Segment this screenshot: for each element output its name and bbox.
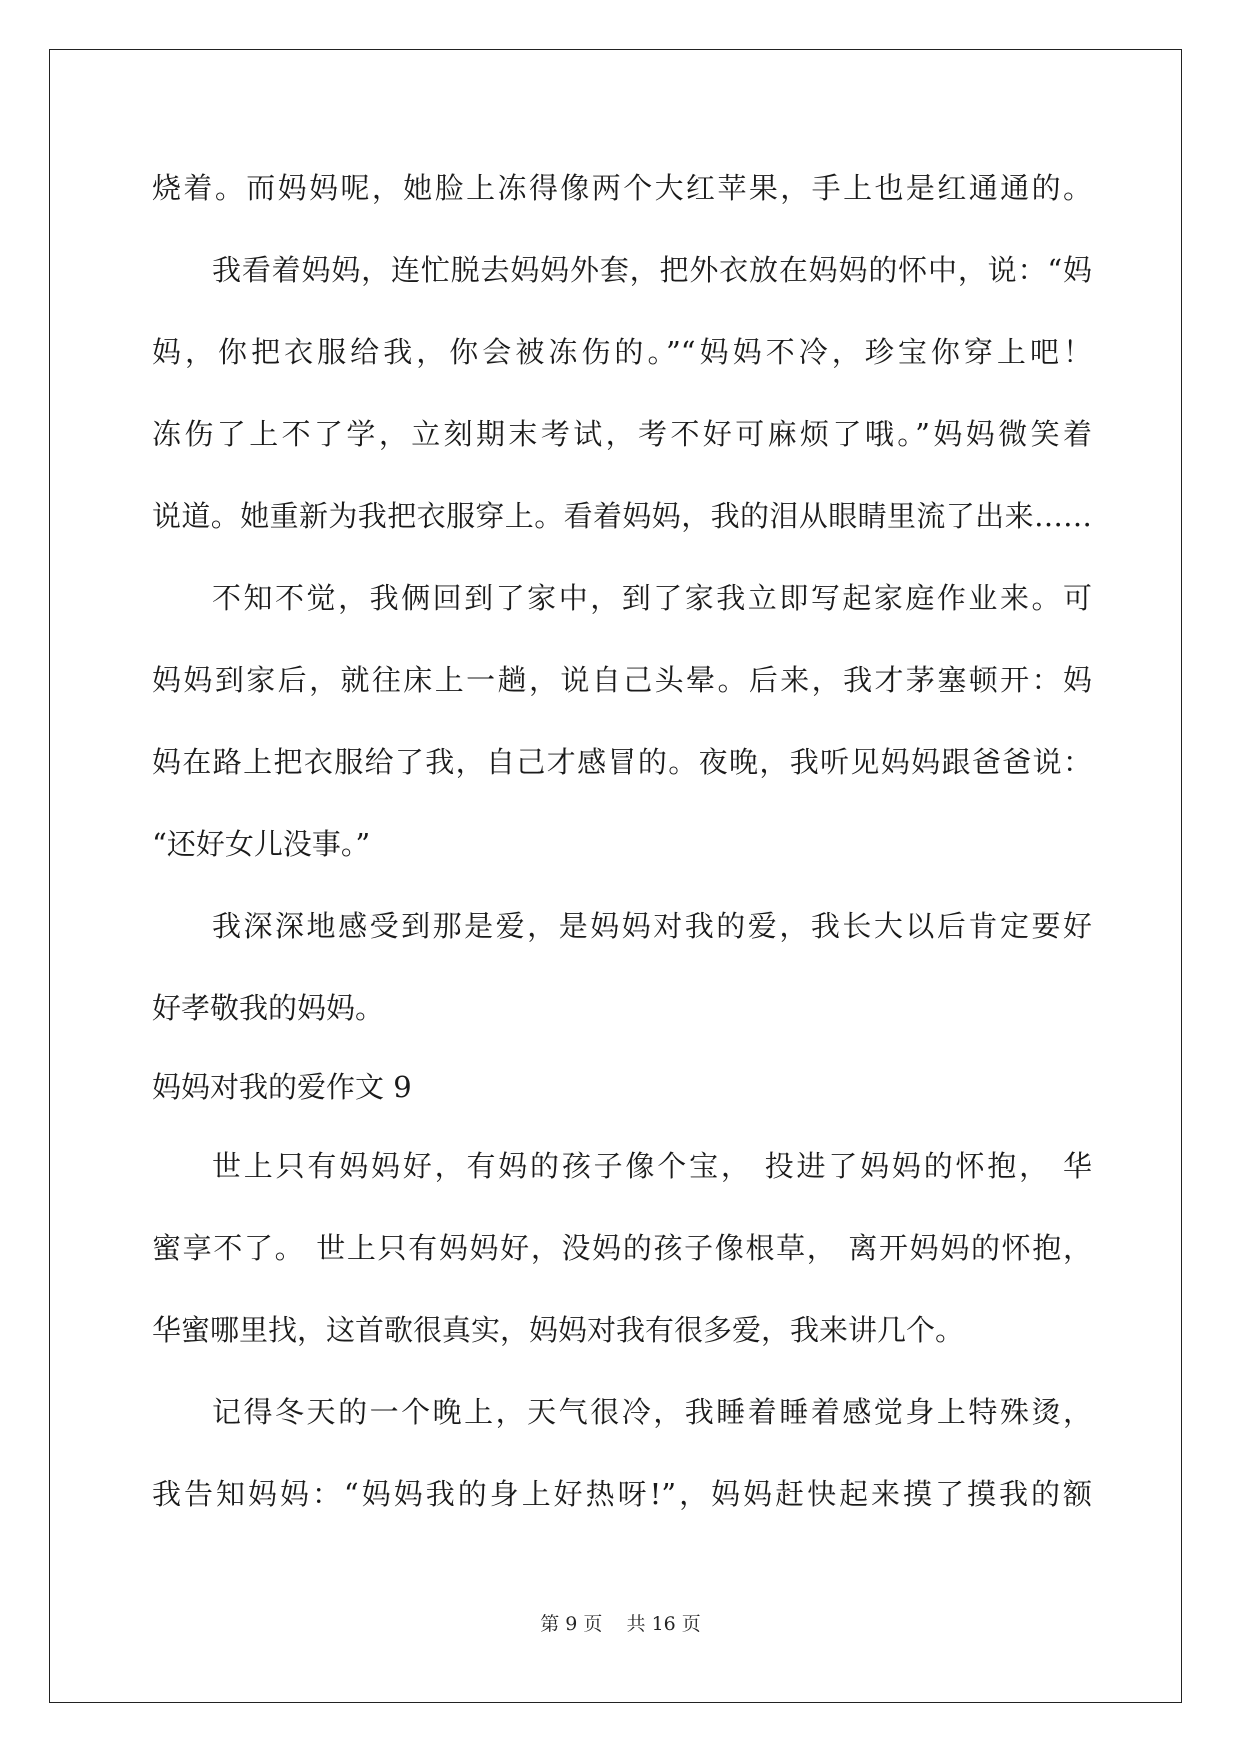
text-line-14: 蜜享不了。 世上只有妈妈好，没妈的孩子像根草， 离开妈妈的怀抱， xyxy=(152,1231,1092,1265)
text-line-2: 我看着妈妈，连忙脱去妈妈外套，把外衣放在妈妈的怀中，说：“妈 xyxy=(212,253,1092,287)
text-line-10: 我深深地感受到那是爱，是妈妈对我的爱，我长大以后肯定要好 xyxy=(212,909,1092,943)
text-line-4: 冻伤了上不了学，立刻期末考试，考不好可麻烦了哦。”妈妈微笑着 xyxy=(152,417,1092,451)
page-number: 第 9 页 xyxy=(540,1613,603,1635)
text-line-7: 妈妈到家后，就往床上一趟，说自己头晕。后来，我才茅塞顿开：妈 xyxy=(152,663,1092,697)
text-line-3: 妈，你把衣服给我，你会被冻伤的。”“妈妈不冷，珍宝你穿上吧！ xyxy=(152,335,1092,369)
text-line-6: 不知不觉，我俩回到了家中，到了家我立即写起家庭作业来。可 xyxy=(212,581,1092,615)
page-footer xyxy=(0,1611,1241,1637)
page-border xyxy=(49,49,1182,1703)
text-line-16: 记得冬天的一个晚上，天气很冷，我睡着睡着感觉身上特殊烫， xyxy=(212,1395,1092,1429)
text-line-15: 华蜜哪里找，这首歌很真实，妈妈对我有很多爱，我来讲几个。 xyxy=(152,1313,965,1347)
text-line-11: 好孝敬我的妈妈。 xyxy=(152,991,385,1025)
text-line-8: 妈在路上把衣服给了我，自己才感冒的。夜晚，我听见妈妈跟爸爸说： xyxy=(152,745,1092,779)
section-heading: 妈妈对我的爱作文 9 xyxy=(152,1070,412,1104)
text-line-17: 我告知妈妈：“妈妈我的身上好热呀!”，妈妈赶快起来摸了摸我的额 xyxy=(152,1477,1092,1511)
text-line-1: 烧着。而妈妈呢，她脸上冻得像两个大红苹果，手上也是红通通的。 xyxy=(152,171,1092,205)
text-line-5: 说道。她重新为我把衣服穿上。看着妈妈，我的泪从眼睛里流了出来…… xyxy=(152,499,1092,533)
total-pages: 共 16 页 xyxy=(626,1613,701,1635)
text-line-13: 世上只有妈妈好，有妈的孩子像个宝， 投进了妈妈的怀抱， 华 xyxy=(212,1149,1092,1183)
text-line-9: “还好女儿没事。” xyxy=(152,827,371,861)
